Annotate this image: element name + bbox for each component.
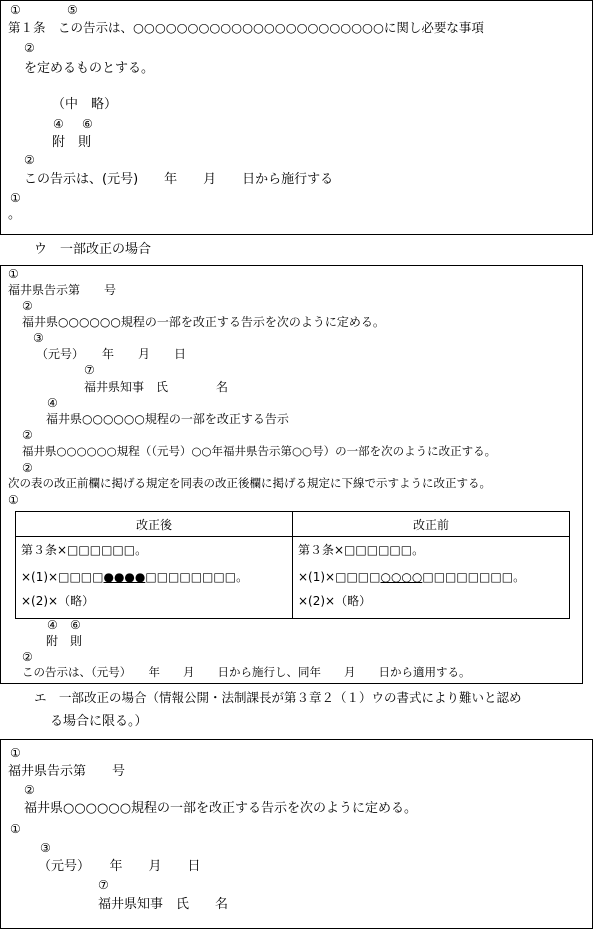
marker-circle-7: ⑦ bbox=[98, 878, 109, 892]
marker-circle-2: ② bbox=[24, 41, 35, 55]
article-line: 第１条 この告示は、○○○○○○○○○○○○○○○○○○○○○○○に関し必要な事項 bbox=[8, 20, 484, 35]
heading-partial-amendment-alt: エ 一部改正の場合（情報公開・法制課長が第３章２（１）ウの書式により難いと認め bbox=[34, 690, 522, 705]
notice-number: 福井県告示第 号 bbox=[8, 283, 117, 297]
heading-partial-amendment: ウ 一部改正の場合 bbox=[34, 242, 152, 257]
header-after: 改正後 bbox=[16, 512, 293, 537]
marker-circle-6: ⑥ bbox=[82, 117, 93, 131]
article-continuation: を定めるものとする。 bbox=[24, 61, 155, 76]
marker-circle-2d: ② bbox=[22, 650, 33, 664]
marker-circle-1: ① bbox=[10, 3, 21, 17]
marker-circle-4b: ④ bbox=[47, 618, 58, 632]
marker-circle-2: ② bbox=[22, 299, 33, 313]
marker-circle-2: ② bbox=[24, 783, 35, 797]
marker-circle-1b: ① bbox=[10, 191, 21, 205]
after-row-3: ×(2)×（略） bbox=[16, 590, 293, 619]
after-row-1: 第３条×□□□□□□。 bbox=[16, 537, 293, 563]
table-intro: 次の表の改正前欄に掲げる規定を同表の改正後欄に掲げる規定に下線で示すように改正する。 bbox=[8, 476, 491, 490]
enforcement-line: この告示は、(元号) 年 月 日から施行する bbox=[24, 172, 334, 187]
header-before: 改正前 bbox=[293, 512, 570, 537]
marker-circle-1: ① bbox=[8, 267, 19, 281]
after-row-2 bbox=[16, 562, 293, 590]
marker-circle-5: ⑤ bbox=[67, 3, 78, 17]
heading-partial-amendment-alt-cont: る場合に限る。） bbox=[50, 714, 148, 729]
marker-circle-4: ④ bbox=[53, 117, 64, 131]
notice-title: 福井県○○○○○○規程の一部を改正する告示 bbox=[46, 412, 289, 426]
date-line: （元号） 年 月 日 bbox=[38, 859, 201, 874]
period-mark: 。 bbox=[8, 207, 22, 222]
notice-number: 福井県告示第 号 bbox=[8, 764, 126, 779]
marker-circle-1b: ① bbox=[8, 493, 19, 507]
date-line: （元号） 年 月 日 bbox=[36, 347, 187, 361]
intro-line: 福井県○○○○○○規程の一部を改正する告示を次のように定める。 bbox=[24, 801, 418, 816]
governor-line: 福井県知事 氏 名 bbox=[84, 380, 229, 394]
before-row-2-pre: ×(1)×□□□□ bbox=[298, 569, 381, 584]
before-row-1: 第３条×□□□□□□。 bbox=[293, 537, 570, 563]
marker-circle-3: ③ bbox=[40, 841, 51, 855]
marker-circle-2b: ② bbox=[24, 153, 35, 167]
before-row-2 bbox=[293, 562, 570, 590]
comparison-table bbox=[15, 511, 570, 619]
marker-circle-2c: ② bbox=[22, 461, 33, 475]
supplementary-provisions: 附 則 bbox=[46, 634, 83, 648]
before-row-3: ×(2)×（略） bbox=[293, 590, 570, 619]
before-row-2-post: □□□□□□□□。 bbox=[422, 569, 526, 584]
marker-circle-7: ⑦ bbox=[84, 363, 95, 377]
marker-circle-6: ⑥ bbox=[70, 618, 81, 632]
amend-line: 福井県○○○○○○規程（（元号）○○年福井県告示第○○号）の一部を次のように改正する。 bbox=[22, 444, 497, 458]
after-row-2-pre: ×(1)×□□□□ bbox=[21, 569, 104, 584]
supplementary-provisions: 附 則 bbox=[52, 135, 92, 150]
marker-circle-4: ④ bbox=[47, 396, 58, 410]
after-row-2-post: □□□□□□□□。 bbox=[145, 569, 249, 584]
marker-circle-3: ③ bbox=[33, 331, 44, 345]
omitted-text: （中 略） bbox=[52, 97, 118, 112]
intro-line: 福井県○○○○○○規程の一部を改正する告示を次のように定める。 bbox=[22, 315, 385, 329]
after-row-2-changed: ●●●● bbox=[103, 569, 146, 584]
before-row-2-changed: ○○○○ bbox=[380, 569, 423, 584]
marker-circle-2b: ② bbox=[22, 428, 33, 442]
marker-circle-1: ① bbox=[10, 746, 21, 760]
enforcement-line: この告示は、（元号） 年 月 日から施行し、同年 月 日から適用する。 bbox=[22, 665, 471, 679]
marker-circle-1b: ① bbox=[10, 822, 21, 836]
governor-line: 福井県知事 氏 名 bbox=[98, 897, 229, 912]
